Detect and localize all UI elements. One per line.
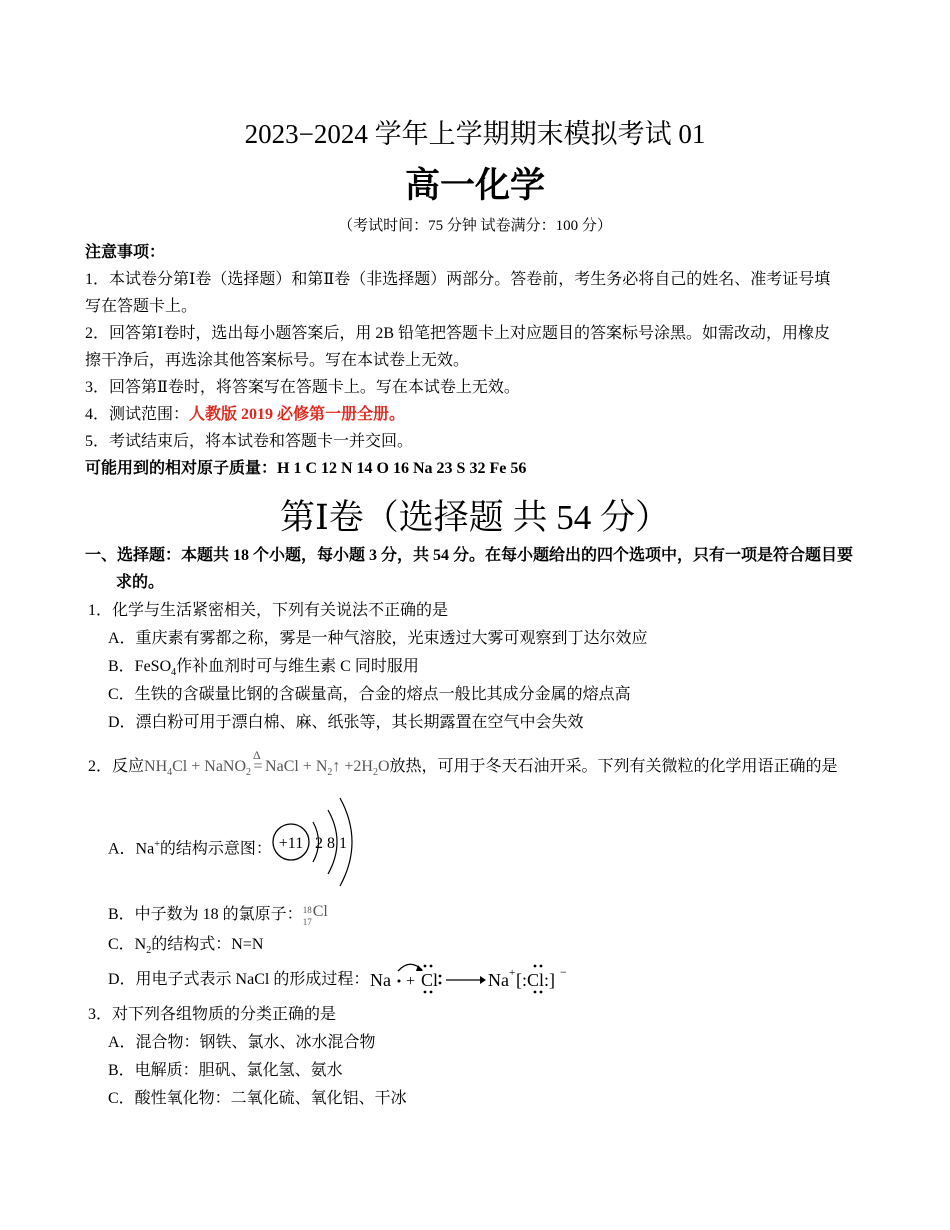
electron-dot — [430, 965, 433, 968]
element-symbol: Cl — [312, 903, 328, 921]
notice-item: 写在答题卡上。 — [85, 298, 198, 315]
isotope-notation — [302, 903, 333, 928]
plus-sign: + — [406, 973, 416, 990]
eq-part: O — [377, 758, 390, 775]
cl-symbol: Cl — [421, 970, 439, 990]
option-a-suffix: 的结构示意图： — [159, 840, 272, 858]
option-b-prefix: B．FeSO — [108, 658, 172, 675]
subscript: 2 — [327, 767, 333, 779]
notice-item: 5．考试结束后，将本试卷和答题卡一并交回。 — [85, 433, 414, 450]
option-a: A．混合物：钢铁、氯水、冰水混合物 — [108, 1034, 376, 1051]
notice-item: 1．本试卷分第Ⅰ卷（选择题）和第Ⅱ卷（非选择题）两部分。答卷前，考生务必将自己的姓名、准考证号填 — [85, 271, 831, 288]
electron-dot — [439, 982, 442, 985]
ion-charge: + — [509, 967, 516, 979]
exam-info: （考试时间：75 分钟 试卷满分：100 分） — [338, 218, 612, 234]
option-c: C．生铁的含碳量比钢的含碳量高，合金的熔点一般比其成分金属的熔点高 — [108, 686, 631, 703]
option-b-text: B．中子数为 18 的氯原子： — [108, 906, 303, 923]
option-a: A．重庆素有雾都之称，雾是一种气溶胶，光束透过大雾可观察到丁达尔效应 — [108, 630, 648, 647]
electron-dot — [430, 991, 433, 994]
reaction-arrowhead — [480, 976, 486, 984]
document-title: 2023−2024 学年上学期期末模拟考试 01 — [244, 119, 706, 149]
shell-electrons: 2 8 1 — [315, 835, 347, 852]
electron-dot — [398, 980, 401, 983]
notice-item-scope-suffix: 。 — [389, 406, 406, 423]
electron-dot-formation — [368, 956, 578, 998]
option-c-suffix: 的结构式：N=N — [151, 936, 264, 953]
subscript: 2 — [372, 767, 378, 779]
superscript: + — [154, 839, 160, 850]
option-b: B．电解质：胆矾、氯化氢、氨水 — [108, 1062, 343, 1079]
option-c — [108, 934, 263, 962]
option-c-prefix: C．N — [108, 936, 147, 953]
notice-heading: 注意事项： — [85, 244, 166, 261]
atomic-number: 17 — [302, 917, 312, 928]
subject-title: 高一化学 — [404, 166, 545, 206]
option-b — [108, 656, 419, 684]
na-symbol: Na — [370, 970, 391, 990]
atomic-structure-diagram — [268, 792, 368, 892]
option-d: D．漂白粉可用于漂白棉、麻、纸张等，其长期露置在空气中会失效 — [108, 714, 584, 731]
ion-charge: − — [560, 965, 567, 979]
notice-item: 2．回答第Ⅰ卷时，选出每小题答案后，用 2B 铅笔把答题卡上对应题目的答案标号涂黑。如需改动，用橡皮 — [85, 325, 830, 342]
question-stem: 3．对下列各组物质的分类正确的是 — [88, 1006, 337, 1023]
subscript: 4 — [167, 767, 173, 779]
subscript: 2 — [246, 767, 252, 779]
eq-part: Cl + NaNO — [172, 758, 247, 775]
electron-dot — [424, 965, 427, 968]
option-a-prefix: A．Na — [108, 840, 155, 858]
notice-item: 3．回答第Ⅱ卷时，将答案写在答题卡上。写在本试卷上无效。 — [85, 379, 520, 396]
subscript: 2 — [146, 945, 152, 957]
question-stem — [88, 748, 838, 784]
eq-part: NH — [144, 758, 168, 775]
na-ion: Na — [488, 970, 509, 990]
test-scope: 人教版 2019 必修第一册全册 — [189, 406, 390, 423]
electron-dot — [439, 975, 442, 978]
option-c: C．酸性氧化物：二氧化硫、氧化铝、干冰 — [108, 1090, 407, 1107]
electron-dot — [540, 965, 543, 968]
option-b-suffix: 作补血剂时可与维生素 C 同时服用 — [176, 658, 419, 675]
heat-arrow: Δ = — [251, 756, 265, 778]
subscript: 4 — [171, 667, 177, 679]
section-title: 第Ⅰ卷（选择题 共 54 分） — [279, 498, 671, 537]
eq-part: ↑ +2H — [332, 758, 373, 775]
atomic-masses: 可能用到的相对原子质量：H 1 C 12 N 14 O 16 Na 23 S 32 Fe 56 — [85, 460, 527, 477]
question-number: 2．反应 — [88, 758, 145, 775]
cl-ion: [:Cl:] — [516, 970, 555, 990]
question-stem: 1．化学与生活紧密相关，下列有关说法不正确的是 — [88, 602, 449, 619]
electron-dot — [534, 965, 537, 968]
delta-symbol: Δ — [253, 748, 261, 762]
electron-dot — [540, 991, 543, 994]
notice-item: 擦干净后，再选涂其他答案标号。写在本试卷上无效。 — [85, 352, 470, 369]
option-a — [108, 834, 272, 860]
section-instruction: 一、选择题：本题共 18 个小题，每小题 3 分，共 54 分。在每小题给出的四个选项中，只有一项是符合题目要 — [85, 547, 854, 564]
reaction-equation — [144, 748, 390, 779]
notice-item-scope-prefix: 4．测试范围： — [85, 406, 190, 423]
section-instruction: 求的。 — [116, 574, 165, 591]
electron-dot — [424, 991, 427, 994]
mass-number: 18 — [302, 905, 312, 916]
question-stem-rest: 放热，可用于冬天石油开采。下列有关微粒的化学用语正确的是 — [389, 758, 838, 775]
electron-dot — [534, 991, 537, 994]
nucleus-charge: +11 — [278, 835, 304, 852]
option-b — [108, 904, 333, 926]
eq-part: NaCl + N — [265, 758, 328, 775]
notice-item-scope — [85, 404, 405, 426]
option-d: D．用电子式表示 NaCl 的形成过程： — [108, 971, 370, 988]
